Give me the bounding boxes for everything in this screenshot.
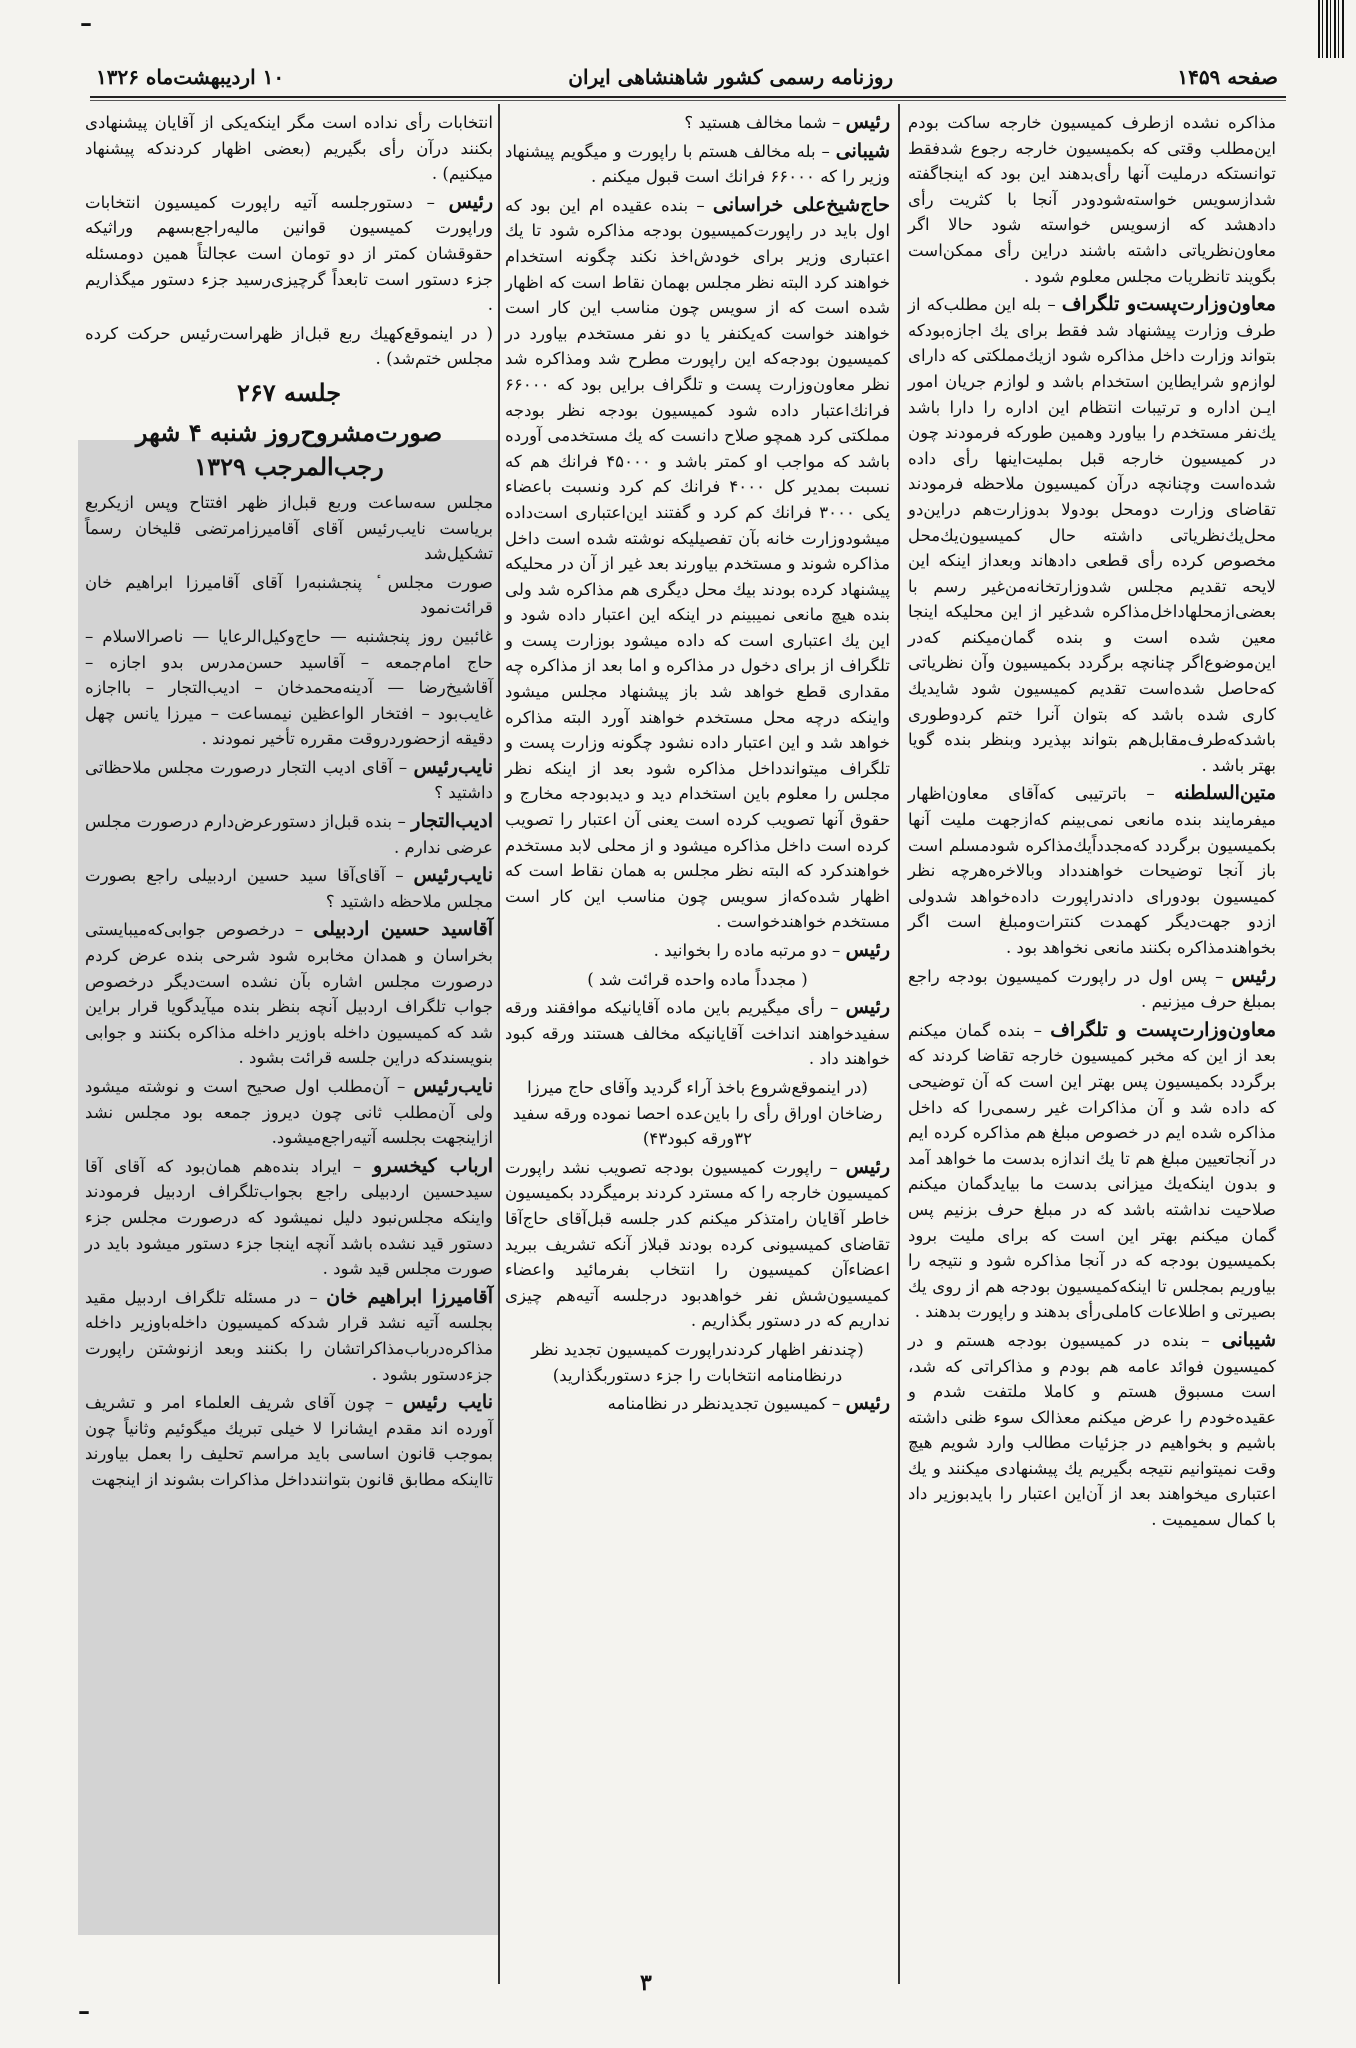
middle-column xyxy=(505,110,890,1420)
paragraph-text: ( در اینموقع‌کهیك ربع قبل‌از ظهر‌است‌رئیس حرکت کرده مجلس ختم‌شد) . xyxy=(85,323,493,369)
session-subtitle: صورت‌مشروح‌روز شنبه ۴ شهر رجب‌المرجب ۱۳۲۹ xyxy=(135,417,443,481)
paragraph xyxy=(908,964,1276,1015)
paragraph-text: صورت مجلس ٔ پنجشنبه‌را آقای آقامیرزا ابراهیم خان قرائت‌نمود xyxy=(85,572,493,618)
paragraph xyxy=(85,624,493,752)
paragraph xyxy=(505,938,890,964)
column-divider-right xyxy=(898,104,900,1984)
margin-mark-top: – xyxy=(80,8,92,37)
paragraph xyxy=(85,570,493,621)
paragraph xyxy=(505,1155,890,1334)
paragraph xyxy=(85,809,493,860)
page-label: صفحه ۱۴۵۹ xyxy=(1177,65,1278,89)
paragraph-text: – ایراد بنده‌هم همان‌بود که آقای آقا سید‌حسین اردبیلی راجع بجواب‌تلگراف اردبیل فرمودند واینکه مجلس‌نبود دلیل نمیشود که درصورت مجلس جزء دستور قید نشده باشد آنچه اینجا جزء دستور میشود باید در صورت مجلس قید شود . xyxy=(85,1156,493,1279)
paragraph-text: – بنده در کمیسیون بودجه هستم و در کمیسیون فوائد عامه هم بودم و مذاکراتی که شد، است مسبوق هستم و کاملا ملتفت شدم و عقیده‌خودم را عرض میکنم معذالک سوء ظنی داشته باشیم و بخواهیم در جزئیات مطالب وارد شویم هیچ وقت نمیتوانیم نتیجه بگیریم یك پیشنهادی میکنند و یك اعتباری میخواهند بعد از آن‌این اعتبار را بایدبوزیر داد با کمال سمیمیت . xyxy=(908,1330,1276,1530)
session-title: جلسه ۲۶۷ xyxy=(236,377,342,407)
paragraph-text: – درخصوص جوابی‌که‌میبایستی بخراسان و همدان مخابره شود شرحی بنده عرض کردم درصورت مجلس اشاره بآن نشده است‌دیگر درخصوص جواب تلگراف اردبیل آنچه بنظر بنده میآید‌گویا قرار براین شد که کمیسیون داخله باوزیر داخله مذاکره بکنند و جوابی بنویسندکه دراین جلسه قرائت بشود . xyxy=(85,920,493,1068)
speaker-name: معاون‌وزارت‌پست و تلگراف xyxy=(1050,1018,1276,1041)
speaker-name: رئیس xyxy=(845,996,890,1019)
header-rule-thin xyxy=(90,100,1286,101)
speaker-name: نایب‌رئیس xyxy=(413,1075,493,1097)
speaker-name: معاون‌وزارت‌پست‌و تلگراف xyxy=(1061,293,1276,316)
paragraph xyxy=(85,110,493,187)
paragraph xyxy=(505,139,890,190)
speaker-name: رئیس xyxy=(845,939,890,961)
paragraph xyxy=(85,1390,493,1492)
speaker-name: رئیس xyxy=(845,1392,890,1415)
paragraph-text: – پس اول در راپورت کمیسیون بودجه راجع بمبلغ حرف میزنیم . xyxy=(908,966,1276,1012)
right-column xyxy=(908,110,1276,1536)
paragraph xyxy=(908,781,1276,960)
paragraph xyxy=(908,1328,1276,1533)
speaker-name: رئیس xyxy=(1231,964,1276,987)
column-divider-left xyxy=(498,104,500,1984)
paragraph-text: – دو مرتبه ماده را بخوانید . xyxy=(653,941,841,960)
paragraph-text: – بله مخالف هستم با راپورت و میگویم پیشنهاد وزیر را که ۶۶۰۰۰ فرانك است قبول میکنم . xyxy=(505,141,890,187)
proceedings-note: (چندنفر اظهار کردندراپورت کمیسیون تجدید نظر درنظامنامه انتخابات را جزء دستوربگذارید) xyxy=(531,1339,864,1385)
page-number: ۳ xyxy=(640,1970,652,1996)
paragraph xyxy=(85,863,493,914)
speaker-name: شیبانی xyxy=(835,139,890,162)
speaker-name: رئیس xyxy=(448,190,493,213)
speaker-name: ارباب کیخسرو xyxy=(372,1154,493,1177)
speaker-name: نایب رئیس xyxy=(402,1391,494,1414)
newspaper-title: روزنامه رسمی کشور شاهنشاهی ایران xyxy=(568,65,894,89)
paragraph-text: – دستور‌جلسه آتیه راپورت کمیسیون انتخابات وراپورت کمیسیون قوانین مالیه‌راجع‌بسهم وراثیکه حقوقشان کمتر از دو تومان است عجالتاً همین دومسئله جزء دستور است تابعداً گرچیزی‌رسید جزء دستور میگذاریم . xyxy=(85,192,493,315)
corner-marker xyxy=(1318,0,1346,58)
speaker-name: شیبانی xyxy=(1221,1328,1276,1351)
paragraph-text: – بله این مطلب‌که از طرف وزارت پیشنهاد شد فقط برای یك اجازه‌بود‌که بتواند وزارت داخل مذاکره شود ازیك‌مملکتی که دارای لوازم‌و شرایطاین استخدام باشد و لوازم جریان امور ایـن اداره و ترتیبات انتظام این اداره را دارا باشد یك‌نفر مستخدم را بیاورد وهمین طورکه فرمودند چون در کمیسیون خارجه قبل بملیت‌اینها رأی داده شده‌است وچنانچه درآن کمیسیون ملاحظه فرمودند تقاضای وزارت دومحل بودولا بدوزارت‌هم دراین‌دو محل‌یك‌نظریاتی داشته حال کمیسیون‌یك‌محل مخصوص کرده رأی قطعی دادهاند وبعداز اینکه این لایحه تقدیم مجلس شدوزارتخانه‌من‌غیر رسم با بعضی‌ازمحلهاداخل‌مذاکره شدغیر از این محلیکه اینجا معین شده است و بنده گمان‌میکنم که‌در این‌موضوع‌اگر چنانچه برگردد بکمیسیون وآن نظریاتی که‌حاصل شده‌است تقدیم کمیسیون شود شایدیك کاری شده باشد که بتوان آنرا ختم کردوطوری باشدکه‌طرف‌مقابل‌هم بتواند بپذیرد وبنظر بنده گویا بهتر باشد . xyxy=(908,295,1276,775)
issue-date: ۱۰ اردیبهشت‌ماه ۱۳۲۶ xyxy=(96,65,285,89)
paragraph xyxy=(85,490,493,567)
paragraph-text: – راپورت کمیسیون بودجه تصویب نشد راپورت کمیسیون خارجه را که مسترد کردند برمیگردد بکمیسیون خاطر آقایان رامتذکر میکنم کدر جلسه قبل‌آقای حاج‌آقا تقاضای کمیسیونی کرده بودند قبلا‌ز آنکه تشریف ببرید اعضاءآن کمیسیون را انتخاب بفرمائید واعضاء کمیسیون‌شش نفر خواهدبود درجلسه آتیه‌هم چیزی نداریم که در دستور بگذاریم . xyxy=(505,1157,890,1331)
margin-mark-bottom: – xyxy=(78,1996,90,2025)
paragraph xyxy=(908,292,1276,778)
paragraph xyxy=(85,1154,493,1282)
paragraph-text: – چون آقای شریف العلماء امر و تشریف آورده اند مقدم ایشانرا لا خیلی تبریك میگوئیم وثانیاً چون بموجب قانون اساسی باید مراسم تحلیف را بعمل بیاورند تااینکه مطابق قانون بتوانندداخل مذاکرات بشوند از اینجهت xyxy=(85,1393,493,1489)
paragraph xyxy=(85,1285,493,1387)
paragraph-text: – رأی میگیریم باین ماده آقایانیکه موافقند ورقه سفیدخواهند انداخت آقایانیکه مخالف هستند ورقه کبود خواهند داد . xyxy=(505,998,890,1069)
paragraph xyxy=(85,321,493,372)
header-rule xyxy=(90,96,1286,98)
paragraph xyxy=(505,110,890,136)
paragraph-text: – شما مخالف هستید ؟ xyxy=(684,113,841,132)
paragraph xyxy=(908,110,1276,289)
proceedings-note: (در اینموقع‌شروع باخذ آراء گردید وآقای حاج میرزا رضاخان اوراق رأی را باین‌عده احصا نموده ورقه سفید ۳۲ورقه کبود۴۳) xyxy=(512,1077,883,1149)
paragraph xyxy=(85,917,493,1071)
left-column xyxy=(85,110,493,1496)
speaker-name: حاج‌شیخ‌علی خراسانی xyxy=(712,193,890,216)
page-header xyxy=(96,60,1278,94)
paragraph-text: – بنده گمان میکنم بعد از این که مخبر کمیسیون خارجه تقاضا کردند که برگردد بکمیسیون پس بهتر این است که آن توضیحی که داده شد و آن مذاکرات غیر رسمی‌را که داخل مذاکره شده ایم در خصوص مبلغ هم مذاکره کرده ایم در آنجاتعیین مبلغ هم تا یك اندازه بدست ما خواهد آمد و بدون اینکه‌یك میزانی بدست ما بیاید‌گمان میکنم صلاحیت نداشته باشد که در مبلغ حرف بزنیم پس گمان میکنم بهتر این است که برای ملیت برود بکمیسیون بودجه که در آنجا مذاکره شود و نتیجه را بیاوریم بمجلس تا اینکه‌کمیسیون بودجه هم از روی یك بصیرتی و اطلاعات کاملی‌رأی بدهند و راپورت بدهند . xyxy=(908,1020,1276,1322)
paragraph-text: – آقای ادیب التجار درصورت مجلس ملاحظاتی داشتید ؟ xyxy=(85,757,493,803)
paragraph-text: – آقای‌آقا سید حسین اردبیلی راجع بصورت مجلس ملاحظه داشتید ؟ xyxy=(85,866,493,911)
paragraph-text: – در مسئله تلگراف اردبیل مقید بجلسه آتیه نشد قرار شد‌که کمیسیون داخله‌باوزیر داخله مذاکره‌در‌باب‌مذاکراتشان را بکنند وبعد ازنوشتن راپورت جزءدستور بشود . xyxy=(85,1287,493,1384)
paragraph-text: – آن‌مطلب اول صحیح است و نوشته میشود ولی آن‌مطلب ثانی چون دیروز جمعه بود مجلس نشد ازاینجهت بجلسه آتیه‌راجع‌میشود. xyxy=(85,1077,493,1148)
paragraph-text: – بنده قبل‌از دستور‌عرض‌دارم درصورت مجلس عرضی ندارم . xyxy=(85,812,493,857)
paragraph-text: مذاکره نشده ازطرف کمیسیون خارجه ساکت بودم این‌مطلب وقتی که بکمیسیون خارجه رجوع شدفقط توانستکه درملیت آنها رأی‌بدهند این بود که اینجاگفته شدازسویس خواسته‌شودودر آنجا با کثریت رأی دادهشد که ازسویس خواسته شود حالا اگر معاون‌نظریاتی داشته باشند دراین رأی ممکن‌است بگویند تانظریات مجلس معلوم شود . xyxy=(908,113,1276,286)
speaker-name: رئیس xyxy=(845,111,890,133)
paragraph-text: – کمیسیون تجدیدنظر در نظامنامه xyxy=(607,1394,841,1414)
paragraph-text: غائبین روز پنجشنبه — حاج‌وکیل‌الرعایا — ناصرالاسلام – حاج امام‌جمعه – آقاسید حسن‌مدرس بدو اجازه – آقاشیخ‌رضا — آدینه‌محمدخان – ادیب‌التجار – بااجازه غایب‌بود – افتخار الواعظین نیمساعت – میرزا یانس چهل دقیقه ازحضوردروقت مقرره تأخیر نمودند . xyxy=(85,626,493,749)
paragraph xyxy=(85,755,493,806)
speaker-name: رئیس xyxy=(845,1155,890,1178)
paragraph-text: – باترتیبی که‌آقای معاون‌اظهار میفرمایند بنده مانعی نمی‌بینم که‌ازجهت ملیت آنها بکمیسیون برگردد که‌مجدداً‌یك‌مذاکره شودمسلم است باز آنجا توضیحات خواهندداد وبالاخره‌هرچه نظر کمیسیون بودورای دادندراپورت داده‌خواهد شدولی ازدو جهت‌دیگر کهمدت کنترات‌ومبلغ است اگر بخواهندمذاکره بکنند مانعی نخواهد بود . xyxy=(908,784,1276,957)
paragraph xyxy=(505,1391,890,1417)
paragraph xyxy=(85,190,493,318)
proceedings-note: ( مجدداً ماده واحده قرائت شد ) xyxy=(587,969,808,989)
speaker-name: آقامیرزا ابراهیم خان xyxy=(326,1285,493,1308)
paragraph xyxy=(505,995,890,1072)
paragraph-text: – بنده عقیده ام این بود که اول باید در راپورت‌کمیسیون بودجه مذاکره شود تا یك اعتباری وزیر برای خودش‌اخذ نکند چگونه استخدام خواهند کرد البته نظر مجلس بهمان نقاط است که اظهار شده است که از سویس چون مناسب این کار است خواهند خواست که‌یکنفر یا دو نفر مستخدم بیاورد در کمیسیون بودجه‌که این راپورت مطرح شد ومذاکره شد نظر معاون‌وزارت پست و تلگراف برایں بود که ۶۶۰۰۰ فرانك‌اعتبار داده شود کمیسیون بودجه نظر بودجه مملکتی کرد همچو صلاح دانست که یك مستخدمی آورده باشد که مواجب او کمتر باشد و ۴۵۰۰۰ فرانك هم که نسبت بمدیر کل ۴۰۰۰ فرانك کم کرد ونسبت باعضاء یکی ۳۰۰۰ فرانك کم کرد و گفتند این‌اعتباری است‌داده میشودوزارت خانه بآن تفصیلیکه نوشته شده است داخل مذاکره شوند و مستخدم بیاورند بعد غیر از آن در محلیکه پیشنهاد کرده بودند بیك محل دیگری هم مذاکره شد ولی بنده هیچ مانعی نمیبینم در اینکه این اعتبار داده شود و این یك اعتباری است که داده میشود بوزارت پست و تلگراف از برای دخول در مذاکره و اما بعد از مذاکره چه مقداری قطع خواهد شد باز پیشنهاد مجلس میشود واینکه درچه محل مستخدم خواهند آورد البته مذاکره خواهد شد و این اعتبار داده نشود چگونه وزارت پست و تلگراف میتواندداخل مذاکره شود بعد از اینکه نظر مجلس را معلوم باین استخدام دید و دیدبودجه مخارج و حقوق آنها تصویب کرده است یعنی آن اعتبار را تصویب کرده است داخل مذاکره میشود و از محلی لابد مستخدم خواهندکرد که البته نظر مجلس به همان نقاط است که اظهار شده‌که‌از سویس چون مناسب این کار است مستخدم خواهندخواست . xyxy=(505,195,890,932)
paragraph-text: انتخابات رأی نداده است مگر اینکه‌یکی از آقایان پیشنهادی بکنند درآن رأی بگیریم (بعضی اظهار کردندکه پیشنهاد میکنیم) . xyxy=(85,113,493,184)
paragraph xyxy=(908,1018,1276,1325)
speaker-name: ادیب‌التجار xyxy=(411,810,493,833)
paragraph xyxy=(505,193,890,935)
speaker-name: نایب‌رئیس xyxy=(413,755,493,778)
speaker-name: متین‌السلطنه xyxy=(1174,782,1276,805)
paragraph-text: مجلس سه‌ساعت وربع قبل‌از ظهر افتتاح وپس ازیکربع بریاست نایب‌رئیس آقای آقامیرزامرتضی قلیخان رسماً تشکیل‌شد xyxy=(85,492,493,564)
speaker-name: نایب‌رئیس xyxy=(413,864,493,887)
paragraph xyxy=(85,1074,493,1151)
speaker-name: آقاسید حسین اردبیلی xyxy=(313,918,493,941)
